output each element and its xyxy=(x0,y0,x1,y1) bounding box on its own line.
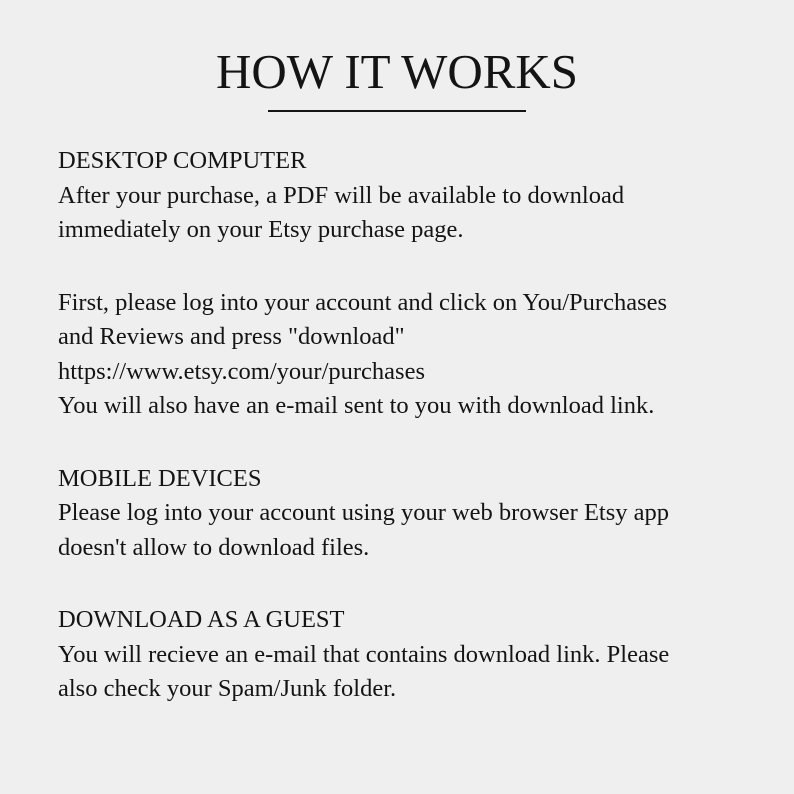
paragraph xyxy=(58,286,758,424)
purchases-url: https://www.etsy.com/your/purchases xyxy=(58,357,425,385)
page-title: HOW IT WORKS xyxy=(215,44,579,99)
text-line: and Reviews and press "download" xyxy=(58,323,405,350)
text-line: First, please log into your account and click on You/Purchases xyxy=(58,288,668,316)
text-line: Please log into your account using your web browser Etsy app xyxy=(58,499,670,526)
section-heading: DOWNLOAD AS A GUEST xyxy=(58,606,345,633)
text-line: also check your Spam/Junk folder. xyxy=(58,675,397,702)
paragraph xyxy=(58,179,758,248)
text-line: immediately on your Etsy purchase page. xyxy=(58,216,464,243)
section-download-as-guest xyxy=(58,603,758,707)
section-heading: MOBILE DEVICES xyxy=(58,464,262,492)
text-line: doesn't allow to download files. xyxy=(58,533,370,561)
paragraph xyxy=(58,496,758,565)
section-desktop-computer xyxy=(58,144,758,424)
instructions-body xyxy=(58,144,758,707)
section-mobile-devices xyxy=(58,462,758,566)
text-line: After your purchase, a PDF will be available to download xyxy=(58,181,625,209)
paragraph xyxy=(58,638,758,707)
section-heading: DESKTOP COMPUTER xyxy=(58,147,307,174)
text-line: You will also have an e-mail sent to you with download link. xyxy=(58,392,655,419)
text-line: You will recieve an e-mail that contains download link. Please xyxy=(58,640,670,668)
title-underline xyxy=(268,110,526,112)
